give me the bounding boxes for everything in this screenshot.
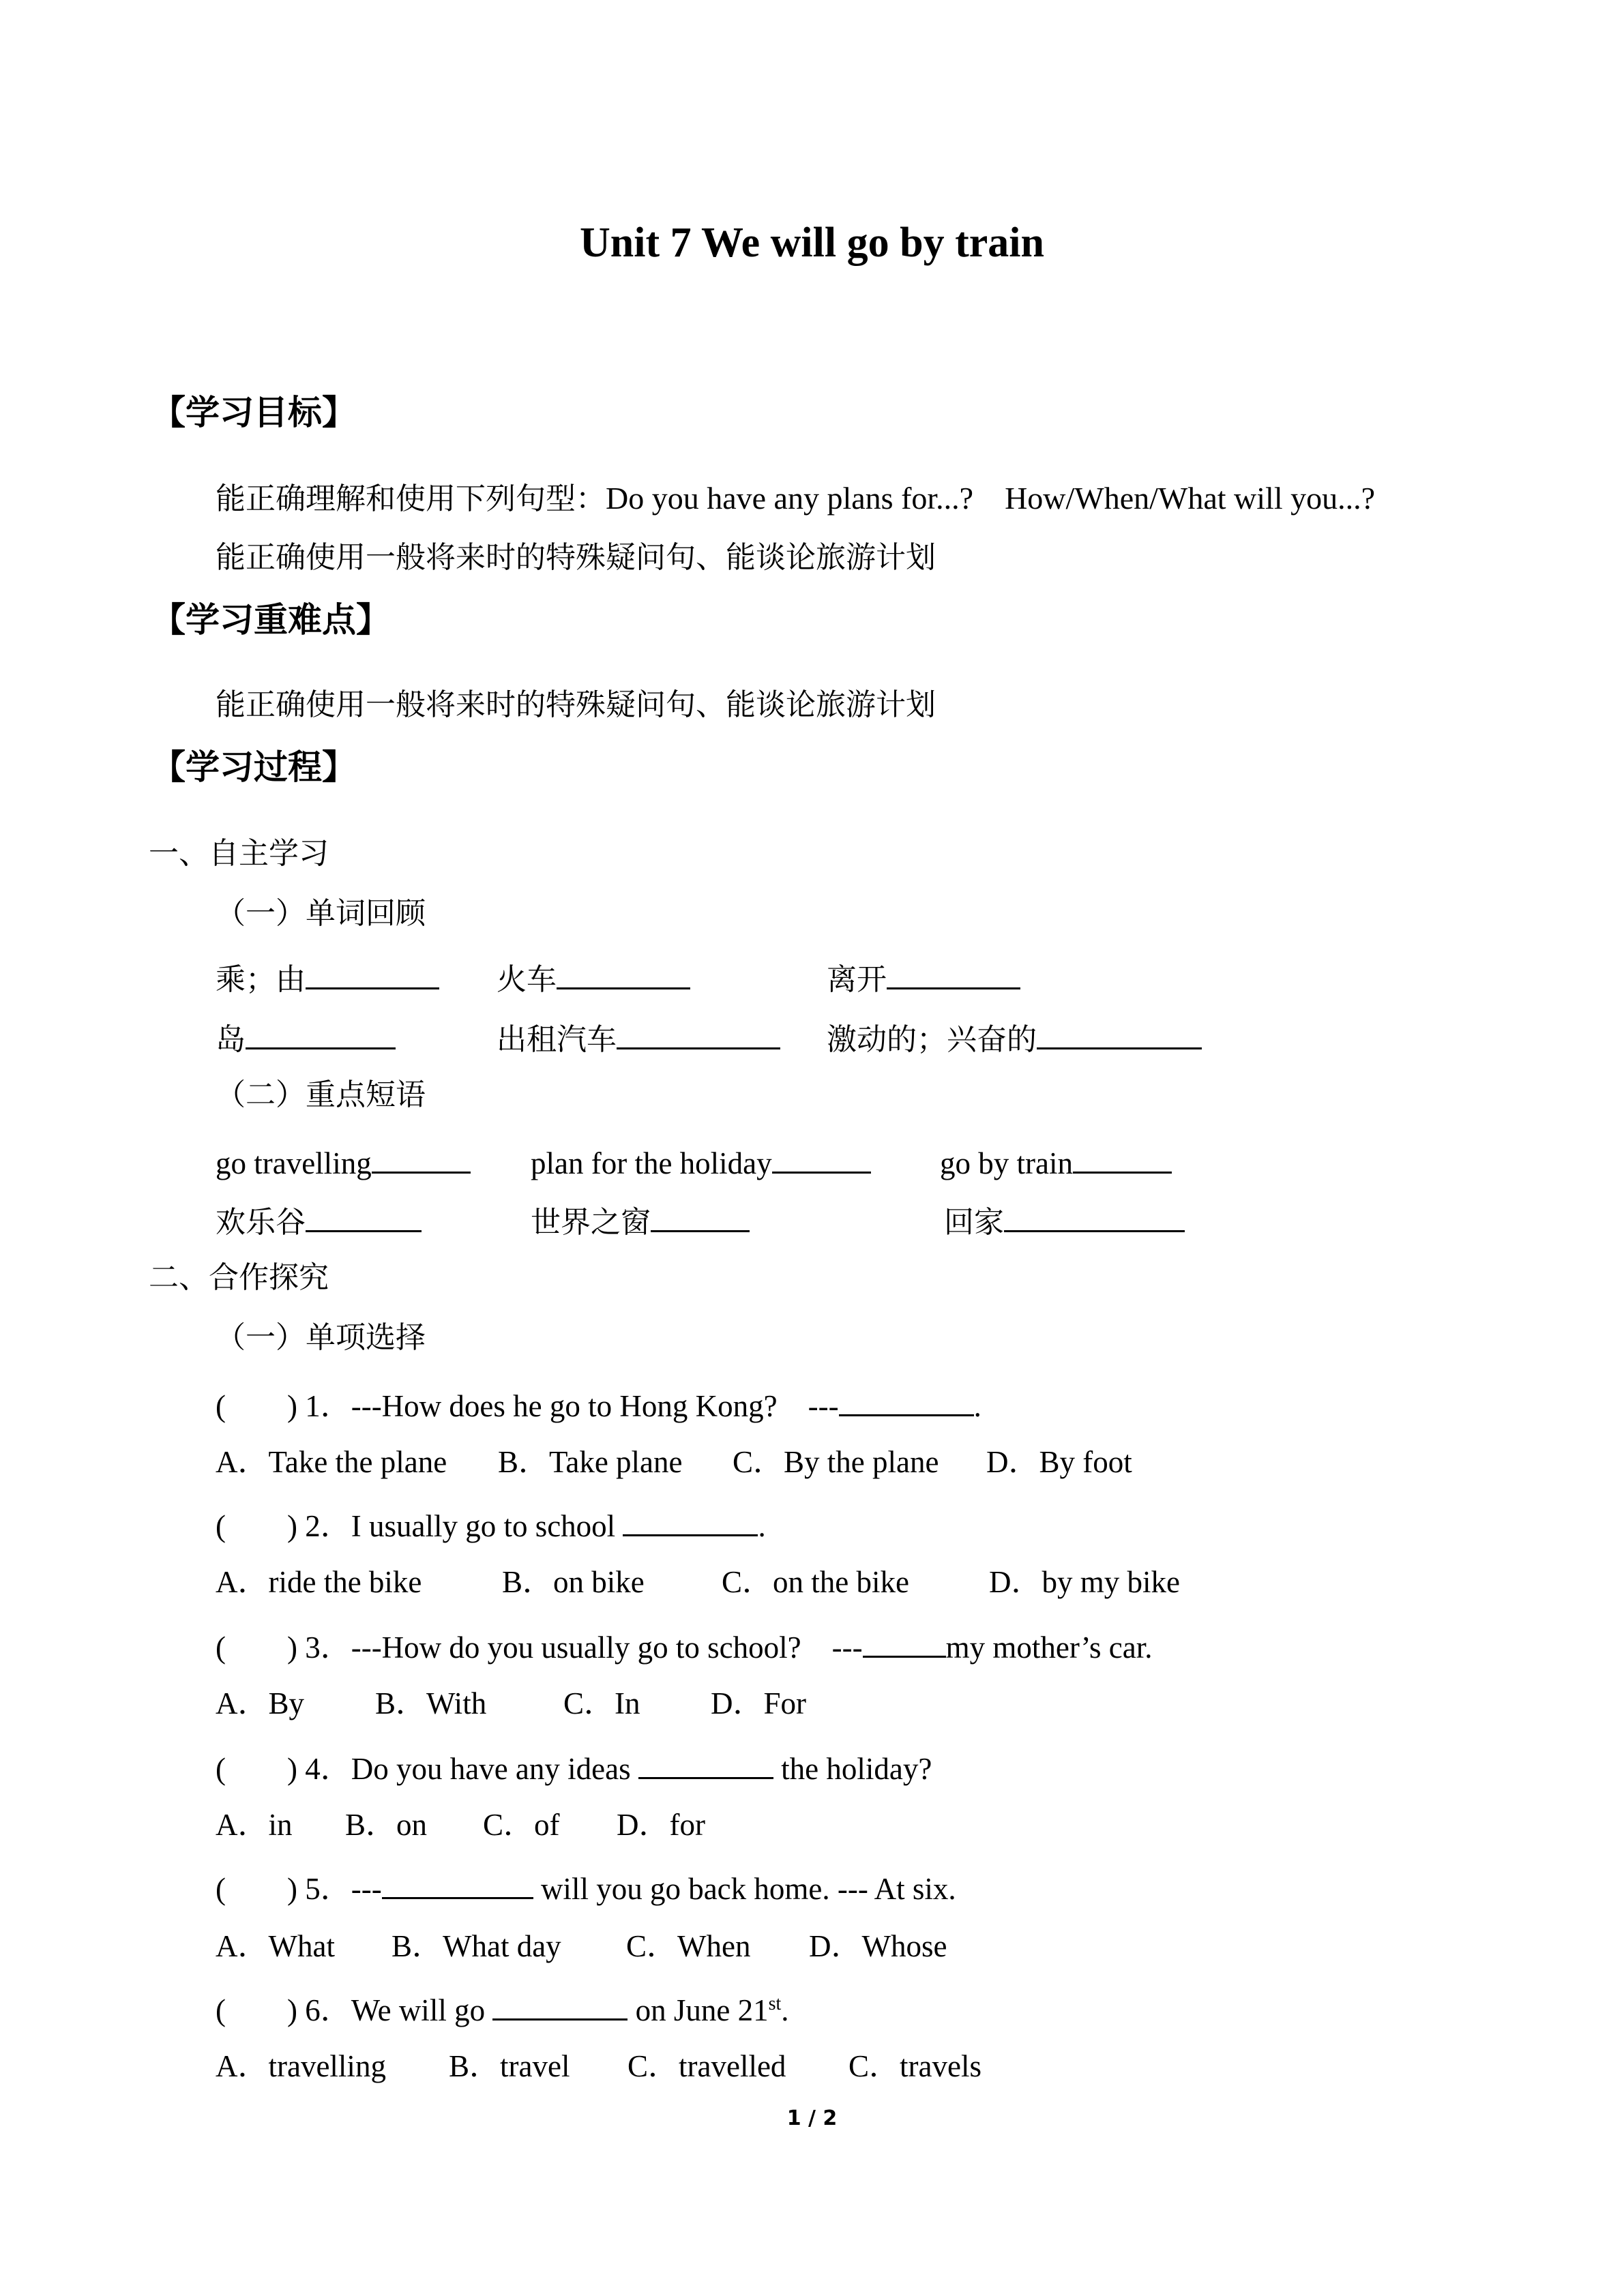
question-tail: . [758,1509,766,1543]
question-tail: on June 21 [628,1993,769,2027]
part1-heading: 一、自主学习 [149,836,329,871]
ordinal-suffix: st [768,1993,782,2014]
phrase-item [940,1144,1172,1179]
question-1 [216,1387,981,1422]
answer-blank[interactable] [623,1507,758,1536]
question-tail: my mother’s car. [945,1630,1153,1665]
phrase-item [944,1203,1185,1238]
option[interactable]: A．Take the plane [216,1445,447,1479]
phrase-item [216,1144,471,1179]
option[interactable]: B．on bike [502,1565,645,1599]
word-item [497,960,690,995]
answer-blank[interactable] [492,1991,628,2021]
option[interactable]: C．In [563,1686,640,1720]
part1-sub2: （二）重点短语 [216,1077,426,1112]
option[interactable]: D．By foot [986,1445,1132,1479]
phrase-label: plan for the holiday [531,1146,772,1180]
option[interactable]: B．on [345,1808,428,1842]
question-stem: ( ) 1．---How does he go to Hong Kong? --- [216,1389,839,1423]
answer-blank[interactable] [651,1203,750,1232]
answer-blank[interactable] [306,1203,422,1232]
goals-line-1 [216,483,1375,514]
answer-blank[interactable] [246,1020,396,1049]
option[interactable]: C．travelled [628,2049,786,2083]
goals-line-1-en: Do you have any plans for...? How/When/What will you...? [606,481,1376,516]
answer-blank[interactable] [1073,1144,1172,1174]
question-stem: ( ) 5．--- [216,1872,382,1906]
heading-learning-process: 【学习过程】 [151,747,356,787]
question-tail: will you go back home. --- At six. [533,1872,956,1906]
option[interactable]: C．on the bike [722,1565,909,1599]
question-stem: ( ) 6．We will go [216,1993,493,2027]
word-label: 出租汽车 [497,1022,617,1057]
option[interactable]: B．Take plane [498,1445,683,1479]
question-3 [216,1628,1152,1663]
question-stem: ( ) 2．I usually go to school [216,1509,623,1543]
option[interactable]: B．travel [449,2049,570,2083]
option[interactable]: A．travelling [216,2049,386,2083]
phrase-label: go by train [940,1146,1073,1180]
answer-blank[interactable] [638,1750,773,1779]
question-stem: ( ) 4．Do you have any ideas [216,1752,638,1786]
phrase-item [531,1144,871,1179]
answer-blank[interactable] [372,1144,471,1174]
word-item [216,960,439,995]
option[interactable]: B．What day [392,1929,561,1963]
part2-heading: 二、合作探究 [149,1260,329,1295]
answer-blank[interactable] [617,1020,780,1049]
option[interactable]: A．ride the bike [216,1565,422,1599]
part1-sub1: （一）单词回顾 [216,896,426,931]
word-label: 离开 [827,962,887,997]
answer-blank[interactable] [863,1628,946,1658]
option[interactable]: D．Whose [809,1929,947,1963]
answer-blank[interactable] [382,1870,533,1899]
word-item [216,1020,396,1055]
word-item [497,1020,780,1055]
goals-line-1-zh: 能正确理解和使用下列句型： [216,481,606,516]
answer-blank[interactable] [772,1144,871,1174]
key-points-line-1: 能正确使用一般将来时的特殊疑问句、能谈论旅游计划 [216,687,936,722]
option[interactable]: C．When [626,1929,751,1963]
question-5 [216,1870,956,1905]
word-label: 激动的；兴奋的 [827,1022,1037,1057]
word-label: 火车 [497,962,557,997]
option[interactable]: C．By the plane [733,1445,939,1479]
option[interactable]: A．in [216,1808,293,1842]
option[interactable]: B．With [375,1686,487,1720]
word-item [827,1020,1202,1055]
phrase-label: 世界之窗 [531,1205,651,1240]
answer-blank[interactable] [1037,1020,1202,1049]
word-item [827,960,1020,995]
question-tail: the holiday? [773,1752,932,1786]
question-tail-end: . [781,1993,789,2027]
page-number: 1 / 2 [786,2106,838,2130]
option[interactable]: C．travels [848,2049,981,2083]
phrase-label: 回家 [944,1205,1004,1240]
heading-key-points: 【学习重难点】 [151,600,390,640]
part2-sub1: （一）单项选择 [216,1320,426,1355]
answer-blank[interactable] [887,960,1020,989]
option[interactable]: D．for [617,1808,705,1842]
option[interactable]: A．By [216,1686,305,1720]
answer-blank[interactable] [839,1387,974,1416]
phrase-item [531,1203,750,1238]
word-label: 岛 [216,1022,246,1057]
question-6 [216,1991,789,2026]
question-2 [216,1507,766,1542]
option[interactable]: D．by my bike [989,1565,1180,1599]
option[interactable]: A．What [216,1929,335,1963]
question-4 [216,1750,932,1785]
question-stem: ( ) 3．---How do you usually go to school? --- [216,1630,863,1665]
answer-blank[interactable] [557,960,690,989]
page-title: Unit 7 We will go by train [580,220,1044,266]
phrase-label: go travelling [216,1146,372,1180]
answer-blank[interactable] [1004,1203,1185,1232]
goals-line-2: 能正确使用一般将来时的特殊疑问句、能谈论旅游计划 [216,540,936,575]
option[interactable]: D．For [711,1686,807,1720]
word-label: 乘；由 [216,962,306,997]
phrase-item [216,1203,422,1238]
option[interactable]: C．of [483,1808,560,1842]
question-tail: . [973,1389,981,1423]
answer-blank[interactable] [306,960,439,989]
heading-learning-goals: 【学习目标】 [151,393,356,432]
phrase-label: 欢乐谷 [216,1205,306,1240]
